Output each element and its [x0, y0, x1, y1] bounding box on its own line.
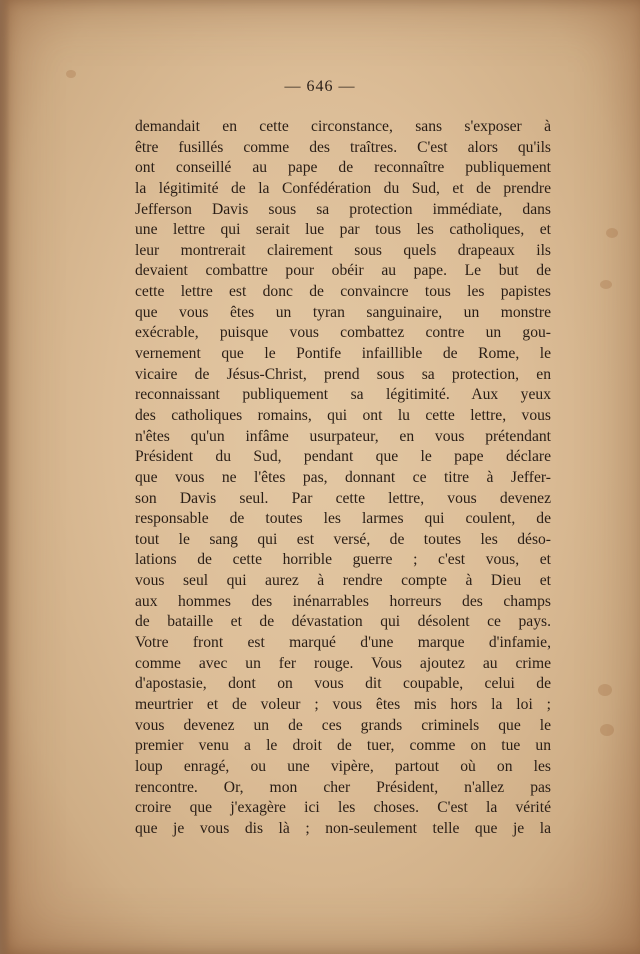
- text-line: n'êtes qu'un infâme usurpateur, en vous prétendant: [135, 427, 551, 445]
- text-line: comme avec un fer rouge. Vous ajoutez au crime: [135, 654, 551, 672]
- text-line: vernement que le Pontife infaillible de Rome, le: [135, 345, 551, 363]
- text-line: demandait en cette circonstance, sans s'exposer à: [135, 118, 551, 135]
- page-number: — 646 —: [284, 78, 356, 95]
- text-line: lations de cette horrible guerre ; c'est vous, et: [135, 551, 551, 569]
- text-line: cette lettre est donc de convaincre tous les papistes: [135, 283, 551, 301]
- foxing-spot: [598, 684, 612, 696]
- text-line: Votre front est marqué d'une marque d'infamie,: [135, 634, 551, 652]
- text-line: Jefferson Davis sous sa protection immédiate, dans: [135, 200, 551, 218]
- text-line: une lettre qui serait lue par tous les catholiques, et: [135, 221, 551, 239]
- text-line: des catholiques romains, qui ont lu cette lettre, vous: [135, 406, 551, 424]
- text-line: vous devenez un de ces grands criminels que le: [135, 716, 551, 734]
- text-line: de bataille et de dévastation qui désolent ce pays.: [135, 613, 551, 631]
- foxing-spot: [600, 280, 612, 289]
- text-line: loup enragé, ou une vipère, partout où on les: [135, 757, 551, 775]
- text-line: reconnaissant publiquement sa légitimité. Aux yeux: [135, 386, 551, 404]
- foxing-spot: [606, 228, 618, 238]
- foxing-spot: [66, 70, 76, 78]
- text-line: devaient combattre pour obéir au pape. Le but de: [135, 262, 551, 280]
- body-text: [135, 117, 551, 839]
- page-edge-shadow: [0, 0, 10, 954]
- text-line: exécrable, puisque vous combattez contre un gou-: [135, 324, 551, 342]
- text-line: être fusillés comme des traîtres. C'est alors qu'ils: [135, 138, 551, 156]
- text-line: que je vous dis là ; non-seulement telle que je la: [135, 819, 551, 837]
- text-line: tout le sang qui est versé, de toutes les déso-: [135, 530, 551, 548]
- text-line: d'apostasie, dont on vous dit coupable, celui de: [135, 675, 551, 693]
- text-line: croire que j'exagère ici les choses. C'est la vérité: [135, 799, 551, 817]
- text-line: premier venu a le droit de tuer, comme on tue un: [135, 737, 551, 755]
- text-line: vous seul qui aurez à rendre compte à Dieu et: [135, 572, 551, 590]
- text-line: vicaire de Jésus-Christ, prend sous sa protection, en: [135, 365, 551, 383]
- text-line: son Davis seul. Par cette lettre, vous devenez: [135, 489, 551, 507]
- text-line: que vous ne l'êtes pas, donnant ce titre à Jeffer-: [135, 468, 551, 486]
- text-line: leur montrerait clairement sous quels drapeaux ils: [135, 241, 551, 259]
- text-line: meurtrier et de voleur ; vous êtes mis hors la loi ;: [135, 695, 551, 713]
- text-line: responsable de toutes les larmes qui coulent, de: [135, 510, 551, 528]
- text-line: rencontre. Or, mon cher Président, n'allez pas: [135, 778, 551, 796]
- text-line: Président du Sud, pendant que le pape déclare: [135, 448, 551, 466]
- text-line: que vous êtes un tyran sanguinaire, un monstre: [135, 303, 551, 321]
- text-line: ont conseillé au pape de reconnaître publiquement: [135, 159, 551, 177]
- text-line: aux hommes des inénarrables horreurs des champs: [135, 592, 551, 610]
- foxing-spot: [600, 724, 614, 736]
- text-line: la légitimité de la Confédération du Sud, et de prendre: [135, 179, 551, 197]
